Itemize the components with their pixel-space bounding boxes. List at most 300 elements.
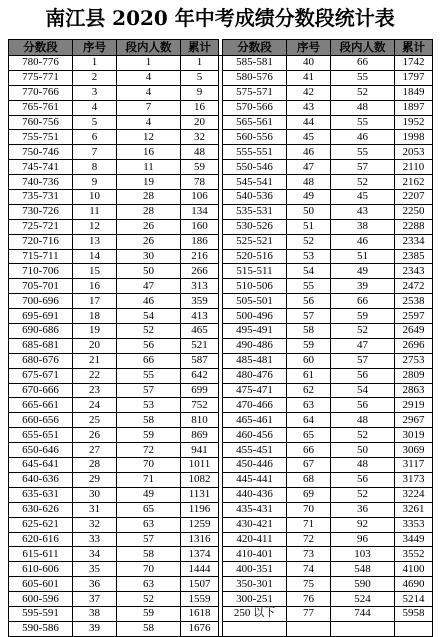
index-cell: 42 [287,85,331,100]
count-cell: 4 [117,115,181,130]
cumulative-cell: 3552 [395,547,433,562]
cumulative-cell: 1559 [181,592,219,607]
cumulative-cell: 1 [181,56,219,71]
score-range-cell: 660-656 [9,413,73,428]
count-cell: 52 [331,324,395,339]
count-cell: 52 [331,175,395,190]
score-range-cell: 450-446 [223,458,287,473]
score-range-cell: 500-496 [223,309,287,324]
table-row [9,56,433,71]
cumulative-cell: 313 [181,279,219,294]
index-cell: 19 [73,324,117,339]
header-score-range: 分数段 [223,40,287,56]
score-distribution-table [8,39,433,637]
index-cell: 77 [287,606,331,621]
table-row [9,428,433,443]
count-cell: 92 [331,517,395,532]
table-row [9,294,433,309]
count-cell: 72 [117,443,181,458]
table-row [9,234,433,249]
score-range-cell: 590-586 [9,621,73,636]
count-cell: 524 [331,592,395,607]
count-cell: 56 [331,472,395,487]
table-row [9,547,433,562]
count-cell: 52 [331,85,395,100]
score-range-cell: 580-576 [223,70,287,85]
cumulative-cell: 3261 [395,502,433,517]
count-cell: 38 [331,219,395,234]
score-range-cell: 760-756 [9,115,73,130]
score-range-cell: 490-486 [223,338,287,353]
count-cell: 7 [117,100,181,115]
table-row [9,175,433,190]
index-cell: 38 [73,606,117,621]
cumulative-cell: 3117 [395,458,433,473]
score-range-cell: 600-596 [9,592,73,607]
score-range-cell: 505-501 [223,294,287,309]
score-range-cell [223,621,287,636]
count-cell: 57 [117,383,181,398]
score-range-cell: 550-546 [223,160,287,175]
index-cell: 58 [287,324,331,339]
cumulative-cell: 2863 [395,383,433,398]
index-cell: 20 [73,338,117,353]
score-range-cell: 585-581 [223,56,287,71]
index-cell: 62 [287,383,331,398]
count-cell: 28 [117,204,181,219]
score-range-cell: 635-631 [9,487,73,502]
count-cell: 59 [117,428,181,443]
cumulative-cell: 941 [181,443,219,458]
table-row [9,324,433,339]
index-cell: 61 [287,368,331,383]
score-range-cell: 680-676 [9,353,73,368]
cumulative-cell: 16 [181,100,219,115]
score-range-cell: 410-401 [223,547,287,562]
cumulative-cell: 1259 [181,517,219,532]
score-range-cell: 455-451 [223,443,287,458]
index-cell: 32 [73,517,117,532]
table-row [9,115,433,130]
table-row [9,368,433,383]
count-cell: 103 [331,547,395,562]
count-cell: 46 [331,130,395,145]
cumulative-cell: 359 [181,294,219,309]
index-cell: 15 [73,264,117,279]
score-range-cell: 645-641 [9,458,73,473]
score-range-cell: 745-741 [9,160,73,175]
cumulative-cell: 1897 [395,100,433,115]
count-cell: 59 [117,606,181,621]
count-cell: 52 [331,487,395,502]
cumulative-cell: 1196 [181,502,219,517]
cumulative-cell: 1952 [395,115,433,130]
table-row [9,413,433,428]
cumulative-cell: 1507 [181,577,219,592]
count-cell: 30 [117,249,181,264]
index-cell: 48 [287,175,331,190]
count-cell: 66 [117,353,181,368]
index-cell: 6 [73,130,117,145]
cumulative-cell: 2696 [395,338,433,353]
score-range-cell: 700-696 [9,294,73,309]
index-cell: 29 [73,472,117,487]
cumulative-cell: 5958 [395,606,433,621]
count-cell: 1 [117,56,181,71]
table-row [9,85,433,100]
score-range-cell: 510-506 [223,279,287,294]
cumulative-cell: 2334 [395,234,433,249]
score-range-cell: 630-626 [9,502,73,517]
table-row [9,458,433,473]
score-range-cell: 705-701 [9,279,73,294]
count-cell: 52 [117,324,181,339]
cumulative-cell: 266 [181,264,219,279]
score-range-cell: 620-616 [9,532,73,547]
count-cell: 54 [331,383,395,398]
count-cell: 52 [331,428,395,443]
score-range-cell: 445-441 [223,472,287,487]
cumulative-cell: 587 [181,353,219,368]
score-range-cell: 730-726 [9,204,73,219]
table-row [9,249,433,264]
score-range-cell: 675-671 [9,368,73,383]
score-range-cell: 710-706 [9,264,73,279]
count-cell: 39 [331,279,395,294]
cumulative-cell: 1849 [395,85,433,100]
index-cell: 34 [73,547,117,562]
score-range-cell: 605-601 [9,577,73,592]
cumulative-cell: 2472 [395,279,433,294]
count-cell: 57 [117,532,181,547]
cumulative-cell: 2250 [395,204,433,219]
cumulative-cell: 465 [181,324,219,339]
count-cell: 4 [117,70,181,85]
cumulative-cell: 752 [181,398,219,413]
index-cell: 8 [73,160,117,175]
cumulative-cell: 869 [181,428,219,443]
index-cell: 49 [287,190,331,205]
count-cell: 50 [331,443,395,458]
count-cell: 55 [331,115,395,130]
index-cell: 53 [287,249,331,264]
index-cell: 10 [73,190,117,205]
score-range-cell: 575-571 [223,85,287,100]
index-cell: 37 [73,592,117,607]
header-row [9,40,433,56]
cumulative-cell: 2919 [395,398,433,413]
header-count: 段内人数 [117,40,181,56]
table-row [9,383,433,398]
score-range-cell: 750-746 [9,145,73,160]
count-cell: 45 [331,190,395,205]
header-count: 段内人数 [331,40,395,56]
cumulative-cell: 3173 [395,472,433,487]
cumulative-cell: 3069 [395,443,433,458]
index-cell: 44 [287,115,331,130]
count-cell: 70 [117,562,181,577]
index-cell: 39 [73,621,117,636]
cumulative-cell: 1676 [181,621,219,636]
cumulative-cell: 642 [181,368,219,383]
score-range-cell: 485-481 [223,353,287,368]
score-range-cell: 690-686 [9,324,73,339]
count-cell [331,621,395,636]
count-cell: 66 [331,56,395,71]
count-cell: 744 [331,606,395,621]
count-cell: 55 [331,145,395,160]
index-cell: 35 [73,562,117,577]
count-cell: 19 [117,175,181,190]
score-range-cell: 430-421 [223,517,287,532]
score-range-cell: 565-561 [223,115,287,130]
cumulative-cell: 699 [181,383,219,398]
count-cell: 50 [117,264,181,279]
count-cell: 55 [331,70,395,85]
cumulative-cell: 4100 [395,562,433,577]
index-cell: 69 [287,487,331,502]
cumulative-cell: 9 [181,85,219,100]
index-cell: 46 [287,145,331,160]
score-range-cell: 470-466 [223,398,287,413]
score-range-cell: 640-636 [9,472,73,487]
index-cell: 36 [73,577,117,592]
count-cell: 58 [117,547,181,562]
cumulative-cell: 106 [181,190,219,205]
cumulative-cell: 2385 [395,249,433,264]
index-cell: 76 [287,592,331,607]
index-cell: 73 [287,547,331,562]
score-range-cell: 480-476 [223,368,287,383]
cumulative-cell: 2967 [395,413,433,428]
index-cell: 14 [73,249,117,264]
index-cell: 9 [73,175,117,190]
score-range-cell: 560-556 [223,130,287,145]
table-row [9,562,433,577]
count-cell: 48 [331,458,395,473]
table-row [9,264,433,279]
count-cell: 43 [331,204,395,219]
count-cell: 26 [117,219,181,234]
score-range-cell: 515-511 [223,264,287,279]
count-cell: 52 [117,592,181,607]
count-cell: 58 [117,413,181,428]
cumulative-cell: 48 [181,145,219,160]
index-cell: 72 [287,532,331,547]
table-row [9,517,433,532]
cumulative-cell: 186 [181,234,219,249]
count-cell: 590 [331,577,395,592]
score-range-cell: 755-751 [9,130,73,145]
count-cell: 47 [331,338,395,353]
index-cell: 60 [287,353,331,368]
score-range-cell: 735-731 [9,190,73,205]
cumulative-cell: 5 [181,70,219,85]
index-cell: 4 [73,100,117,115]
score-range-cell: 665-661 [9,398,73,413]
table-row [9,145,433,160]
count-cell: 56 [331,398,395,413]
header-index: 序号 [73,40,117,56]
index-cell: 71 [287,517,331,532]
cumulative-cell: 2207 [395,190,433,205]
count-cell: 63 [117,517,181,532]
count-cell: 96 [331,532,395,547]
index-cell: 47 [287,160,331,175]
score-range-cell: 595-591 [9,606,73,621]
index-cell: 23 [73,383,117,398]
count-cell: 57 [331,353,395,368]
count-cell: 46 [331,234,395,249]
score-range-cell: 435-431 [223,502,287,517]
index-cell: 68 [287,472,331,487]
table-row [9,204,433,219]
index-cell: 65 [287,428,331,443]
index-cell: 26 [73,428,117,443]
index-cell: 64 [287,413,331,428]
table-row [9,502,433,517]
table-row [9,532,433,547]
score-range-cell: 475-471 [223,383,287,398]
score-range-cell: 440-436 [223,487,287,502]
cumulative-cell: 1131 [181,487,219,502]
cumulative-cell: 2288 [395,219,433,234]
index-cell: 57 [287,309,331,324]
table-row [9,577,433,592]
cumulative-cell: 2110 [395,160,433,175]
count-cell: 58 [117,621,181,636]
index-cell: 21 [73,353,117,368]
cumulative-cell: 1374 [181,547,219,562]
index-cell: 22 [73,368,117,383]
index-cell: 7 [73,145,117,160]
cumulative-cell: 3353 [395,517,433,532]
cumulative-cell: 413 [181,309,219,324]
score-range-cell: 725-721 [9,219,73,234]
score-range-cell: 650-646 [9,443,73,458]
index-cell: 54 [287,264,331,279]
score-range-cell: 545-541 [223,175,287,190]
header-cumulative: 累计 [181,40,219,56]
cumulative-cell: 78 [181,175,219,190]
score-range-cell: 460-456 [223,428,287,443]
score-range-cell: 770-766 [9,85,73,100]
score-range-cell: 740-736 [9,175,73,190]
table-row [9,338,433,353]
count-cell: 54 [117,309,181,324]
index-cell: 31 [73,502,117,517]
index-cell: 13 [73,234,117,249]
table-row [9,398,433,413]
index-cell: 30 [73,487,117,502]
index-cell: 24 [73,398,117,413]
score-range-cell: 780-776 [9,56,73,71]
score-range-cell: 465-461 [223,413,287,428]
count-cell: 51 [331,249,395,264]
index-cell: 12 [73,219,117,234]
table-row [9,100,433,115]
header-cumulative: 累计 [395,40,433,56]
index-cell: 41 [287,70,331,85]
cumulative-cell: 2809 [395,368,433,383]
count-cell: 12 [117,130,181,145]
score-range-cell: 420-411 [223,532,287,547]
count-cell: 49 [331,264,395,279]
table-row [9,472,433,487]
cumulative-cell: 20 [181,115,219,130]
table-row [9,621,433,636]
score-range-cell: 520-516 [223,249,287,264]
table-row [9,70,433,85]
count-cell: 57 [331,160,395,175]
count-cell: 56 [331,368,395,383]
table-row [9,190,433,205]
score-range-cell: 625-621 [9,517,73,532]
index-cell: 3 [73,85,117,100]
count-cell: 56 [117,338,181,353]
index-cell: 75 [287,577,331,592]
table-row [9,353,433,368]
index-cell: 67 [287,458,331,473]
table-row [9,606,433,621]
cumulative-cell: 59 [181,160,219,175]
count-cell: 548 [331,562,395,577]
index-cell: 17 [73,294,117,309]
index-cell: 18 [73,309,117,324]
index-cell: 43 [287,100,331,115]
count-cell: 26 [117,234,181,249]
count-cell: 36 [331,502,395,517]
table-row [9,160,433,175]
cumulative-cell: 521 [181,338,219,353]
score-range-cell: 775-771 [9,70,73,85]
score-range-cell: 525-521 [223,234,287,249]
cumulative-cell: 1998 [395,130,433,145]
score-range-cell: 570-566 [223,100,287,115]
cumulative-cell: 32 [181,130,219,145]
cumulative-cell: 134 [181,204,219,219]
header-index: 序号 [287,40,331,56]
count-cell: 66 [331,294,395,309]
count-cell: 70 [117,458,181,473]
score-range-cell: 535-531 [223,204,287,219]
cumulative-cell: 2753 [395,353,433,368]
cumulative-cell: 1316 [181,532,219,547]
cumulative-cell: 3449 [395,532,433,547]
score-range-cell: 495-491 [223,324,287,339]
header-score-range: 分数段 [9,40,73,56]
count-cell: 16 [117,145,181,160]
cumulative-cell: 3019 [395,428,433,443]
index-cell [287,621,331,636]
index-cell: 2 [73,70,117,85]
count-cell: 47 [117,279,181,294]
score-range-cell: 400-351 [223,562,287,577]
index-cell: 27 [73,443,117,458]
cumulative-cell: 2649 [395,324,433,339]
score-range-cell: 685-681 [9,338,73,353]
index-cell: 16 [73,279,117,294]
cumulative-cell: 1082 [181,472,219,487]
count-cell: 71 [117,472,181,487]
cumulative-cell: 1797 [395,70,433,85]
cumulative-cell: 1618 [181,606,219,621]
count-cell: 4 [117,85,181,100]
score-range-cell: 610-606 [9,562,73,577]
table-row [9,487,433,502]
score-range-cell: 655-651 [9,428,73,443]
cumulative-cell: 1444 [181,562,219,577]
